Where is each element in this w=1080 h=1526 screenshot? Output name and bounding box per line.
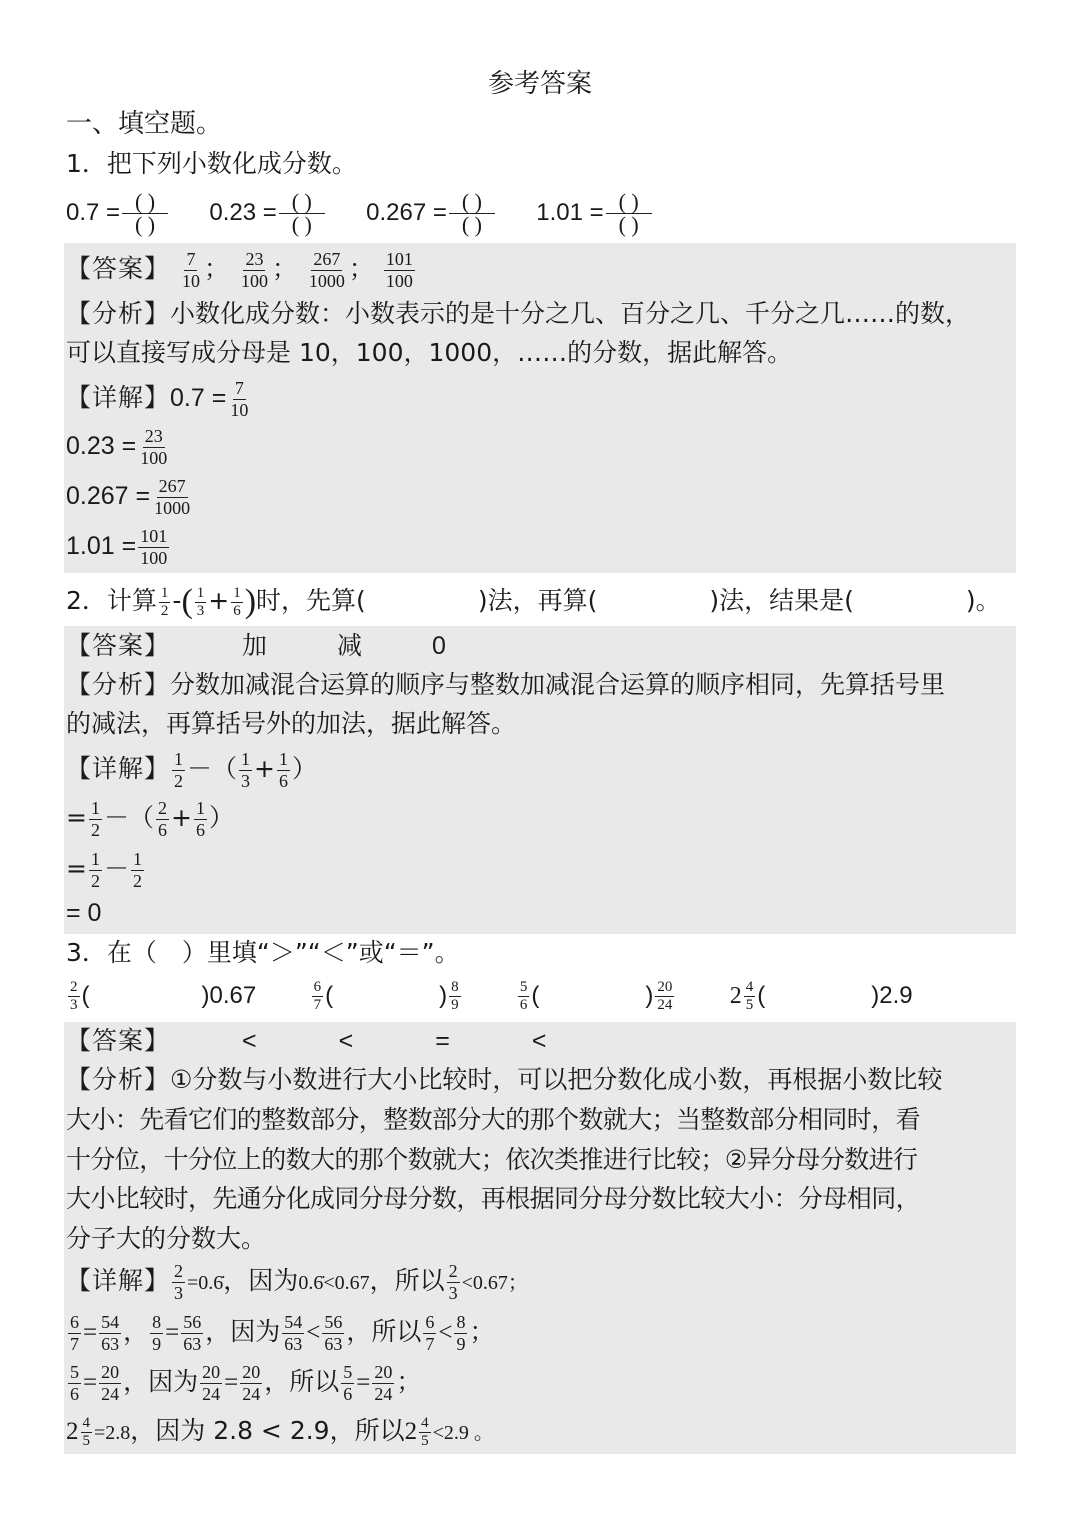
q3-detail-1: 【详解】 $\frac{2}{3}$ =0.6̇，因为0.6̇<0.67，所以 $\frac{2}{3}$ <0.67； [66,1260,528,1303]
q2-detail-step3: = $\frac{1}{2}$ － $\frac{1}{2}$ [66,848,142,891]
q2-answer: 【答案】 加 减 0 [66,631,446,660]
q1-prompt: 1．把下列小数化成分数。 [66,149,357,178]
q1-detail-3: 1.01 = $\frac{101}{100}$ [66,525,168,568]
q2-prompt: 2．计算 $\frac{1}{2}$ -( $\frac{1}{3}$ + $\frac{1}{6}$ )时，先算( )法，再算( )法，结果是( )。 [66,583,1001,620]
q1-fill-row [66,190,654,236]
q1-detail-2: 0.267 = $\frac{267}{1000}$ [66,475,191,518]
q3-analysis-line4: 大小比较时，先通分化成同分母分数，再根据同分母分数比较大小：分母相同， [66,1184,921,1213]
q3-analysis-line1: 【分析】①分数与小数进行大小比较时，可以把分数化成小数，再根据小数比较 [66,1065,943,1094]
q1-detail-0: 【详解】0.7 = $\frac{7}{10}$ [66,377,249,420]
q1-analysis-line1: 【分析】小数化成分数：小数表示的是十分之几、百分之几、千分之几……的数， [66,299,971,328]
q3-analysis-line5: 分子大的分数大。 [66,1224,267,1253]
q3-detail-3: $\frac{5}{6}$ = $\frac{20}{24}$ ，因为 $\frac{20}{24}$ = $\frac{20}{24}$ ，所以 $\frac{5}{6}$ = $\frac{20}{24}$ ； [70,1361,422,1404]
q1-answer: 【答案】 $\frac{7}{10}$ ； $\frac{23}{100}$ ； $\frac{267}{1000}$ ； $\frac{101}{100}$ [66,248,413,291]
q2-analysis-line2: 的减法，再算括号外的加法，据此解答。 [66,709,517,738]
section-heading: 一、填空题。 [66,109,223,139]
q3-detail-4: 2 $\frac{4}{5}$ =2.8，因为 2.8 < 2.9，所以2 $\frac{4}{5}$ <2.9 。 [66,1414,494,1449]
q3-answer: 【答案】 < < = < [66,1026,547,1055]
q2-analysis-line1: 【分析】分数加减混合运算的顺序与整数加减混合运算的顺序相同，先算括号里 [66,670,946,699]
q3-analysis-line3: 十分位，十分位上的数大的那个数就大；依次类推进行比较；②异分母分数进行 [66,1145,918,1174]
q2-detail-step4: = 0 [66,899,102,927]
q3-detail-2: $\frac{6}{7}$ = $\frac{54}{63}$ ， $\frac{8}{9}$ = $\frac{56}{63}$ ，因为 $\frac{54}{63}$ < $\frac{56}{63}$ ，所以 $\frac{6}{7}$ < $\frac{8}{9}$ ； [70,1311,495,1354]
page-title: 参考答案 [487,69,592,99]
q1-item-0: 0.7 = $\frac{( )}{( )}$ [66,199,170,226]
q2-detail-step1: 【详解】 $\frac{1}{2}$ －（ $\frac{1}{3}$ + $\frac{1}{6}$ ） [66,748,318,791]
q1-detail-1: 0.23 = $\frac{23}{100}$ [66,425,168,468]
q3-analysis-line2: 大小：先看它们的整数部分，整数部分大的那个数就大；当整数部分相同时，看 [66,1105,921,1134]
q1-item-1: 0.23 = $\frac{( )}{( )}$ [209,199,326,226]
q3-prompt: 3．在（ ）里填“＞”“＜”或“＝”。 [66,938,460,967]
q1-item-2: 0.267 = $\frac{( )}{( )}$ [366,199,497,226]
q2-detail-step2: = $\frac{1}{2}$ －（ $\frac{2}{6}$ + $\frac{1}{6}$ ） [66,797,234,840]
q1-item-3: 1.01 = $\frac{( )}{( )}$ [536,199,653,226]
q3-fill-row: $\frac{2}{3}$ ( )0.67 $\frac{6}{7}$ ( ) $\frac{8}{9}$ $\frac{5}{6}$ ( ) $\frac{20}{24}$ 2 $\frac{4}{5}$ ( )2.9 [70,979,913,1014]
q1-analysis-line2: 可以直接写成分母是 10，100，1000，……的分数，据此解答。 [66,338,793,367]
